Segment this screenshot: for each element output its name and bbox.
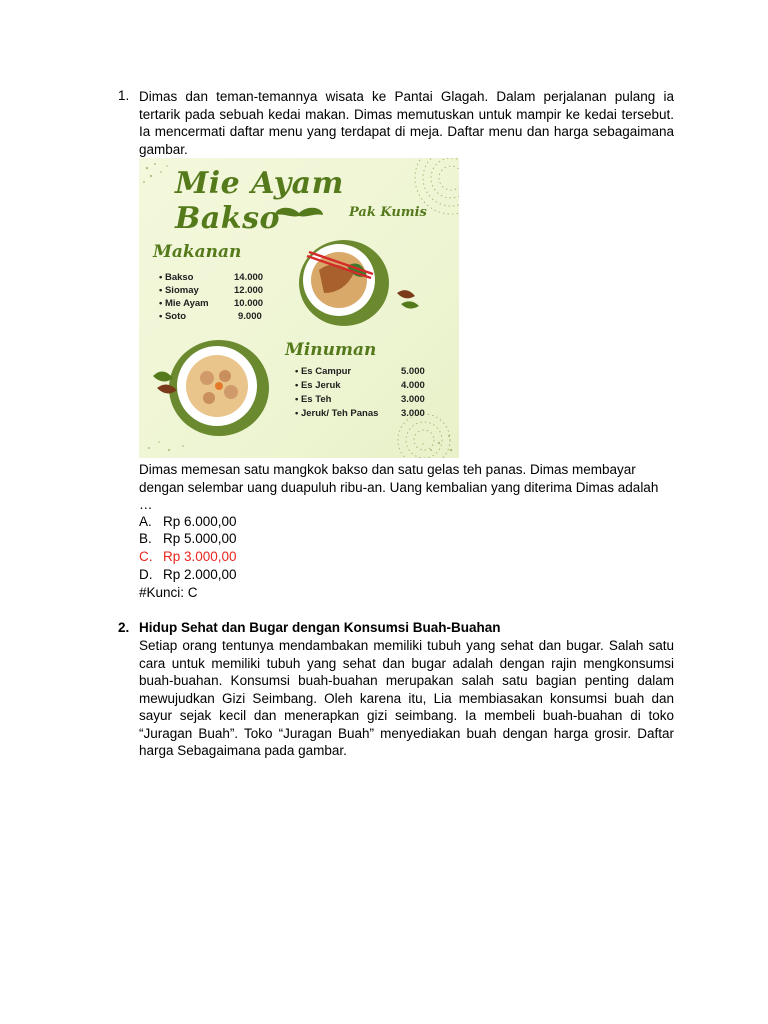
food-name: • Mie Ayam (159, 298, 209, 309)
food-heading: Makanan (153, 242, 242, 262)
option-letter: C. (139, 549, 153, 564)
drink-price: 5.000 (401, 366, 425, 377)
drink-name: • Es Jeruk (295, 380, 341, 391)
question-2-number: 2. (118, 620, 130, 635)
drink-name: • Es Campur (295, 366, 352, 377)
option-text: Rp 3.000,00 (163, 549, 237, 564)
question-1-number: 1. (118, 88, 130, 103)
food-price: 9.000 (238, 311, 262, 322)
question-1-text: Dimas dan teman-temannya wisata ke Pantai Glagah. Dalam perjalanan pulang ia tertarik pada sebuah kedai makan. Dimas memutuskan untuk mampir ke kedai tersebut. Ia mencermati daftar menu yang terdapat di meja. Daftar menu dan harga sebagaimana gambar. (139, 89, 674, 157)
food-name: • Bakso (159, 272, 194, 283)
food-bowl-bottom-icon (169, 340, 269, 436)
option-a (139, 514, 237, 529)
question-1-after-text: Dimas memesan satu mangkok bakso dan satu gelas teh panas. Dimas membayar dengan selembar uang duapuluh ribu-an. Uang kembalian yang diterima Dimas adalah … (139, 462, 659, 512)
option-text: Rp 5.000,00 (163, 531, 237, 546)
option-b (139, 531, 237, 546)
option-c (139, 549, 237, 564)
question-2-text: Setiap orang tentunya mendambakan memiliki tubuh yang sehat dan bugar. Salah satu cara untuk memiliki tubuh yang sehat dan bugar adalah dengan rajin mengkonsumsi buah-buahan. Konsumsi buah-buahan merupakan salah satu bagian penting dalam mewujudkan Gizi Seimbang. Oleh karena itu, Lia membiasakan konsumsi buah dan sayur sejak kecil dan menerapkan gizi seimbang. Ia membeli buah-buahan di toko “Juragan Buah”. Toko “Juragan Buah” menyediakan buah dengan harga grosir. Daftar harga Sebagaimana pada gambar. (139, 638, 674, 758)
menu-title: Mie Ayam Bakso (175, 166, 344, 236)
answer-key: #Kunci: C (139, 585, 198, 600)
food-price: 10.000 (234, 298, 264, 309)
menu-subtitle: Pak Kumis (349, 205, 427, 220)
food-name: • Siomay (159, 285, 199, 296)
drink-price: 3.000 (401, 408, 425, 419)
menu-image (139, 158, 459, 458)
option-letter: B. (139, 531, 152, 546)
food-name: • Soto (159, 311, 187, 322)
option-text: Rp 2.000,00 (163, 567, 237, 582)
drink-price: 3.000 (401, 394, 425, 405)
drink-heading: Minuman (285, 340, 377, 360)
drink-name: • Es Teh (295, 394, 332, 405)
option-letter: D. (139, 567, 153, 582)
food-bowl-top-icon (299, 240, 389, 326)
leaf-brown-right-icon (397, 290, 419, 308)
drink-name: • Jeruk/ Teh Panas (295, 408, 379, 419)
drink-price: 4.000 (401, 380, 425, 391)
food-price: 12.000 (234, 285, 264, 296)
question-2-title: Hidup Sehat dan Bugar dengan Konsumsi Buah-Buahan (139, 620, 501, 635)
option-text: Rp 6.000,00 (163, 514, 237, 529)
option-letter: A. (139, 514, 152, 529)
food-price: 14.000 (234, 272, 264, 283)
option-d (139, 567, 237, 582)
